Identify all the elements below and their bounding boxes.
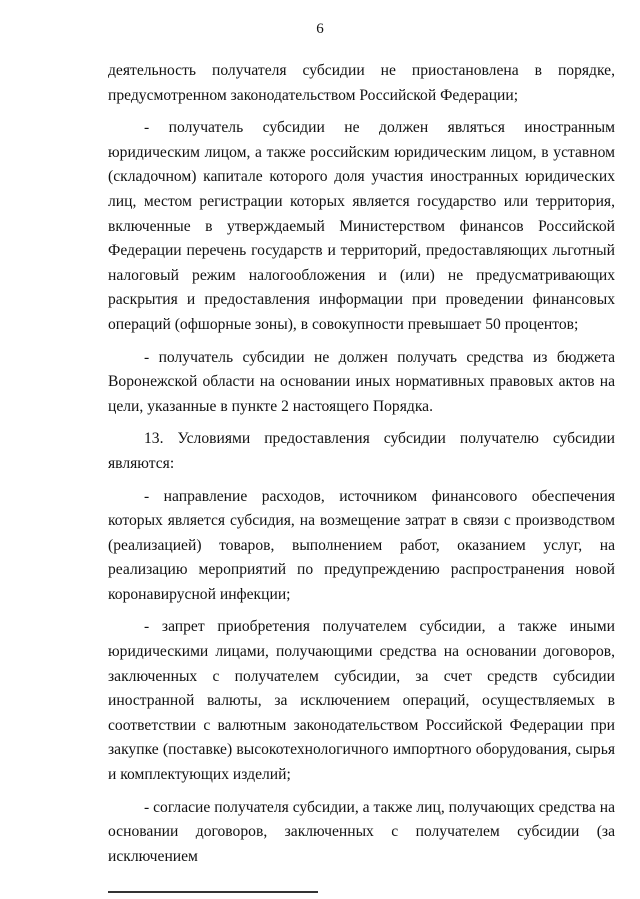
paragraph-continuation: деятельность получателя субсидии не приостановлена в порядке, предусмотренном законодательством Российской Федерации; <box>108 62 615 104</box>
paragraph-consent-recipient: - согласие получателя субсидии, а также лиц, получающих средства на основании договоров, заключенных с получателем субсидии (за исключением <box>108 798 615 865</box>
paragraph-foreign-entity-requirement: - получатель субсидии не должен являться иностранным юридическим лицом, а также российским юридическим лицом, в уставном (складочном) капитале которого доля участия иностранных юридических лиц, местом регистрации которых является государство или территория, включенные в утверждаемый Министерством финансов Российской Федерации перечень государств и территорий, предоставляющих льготный налоговый режим налогообложения и (или) не предусматривающих раскрытия и предоставления информации при проведении финансовых операций (офшорные зоны), в совокупности превышает 50 процентов; <box>108 119 615 333</box>
paragraph-budget-funds-requirement: - получатель субсидии не должен получать средства из бюджета Воронежской области на основании иных нормативных правовых актов на цели, указанные в пункте 2 настоящего Порядка. <box>108 348 615 415</box>
document-body <box>108 59 615 877</box>
bottom-divider <box>108 891 318 893</box>
paragraph-currency-purchase-ban: - запрет приобретения получателем субсидии, а также иными юридическими лицами, получающими средства на основании договоров, заключенных с получателем субсидии, за счет средств субсидии иностранной валюты, за исключением операций, осуществляемых в соответствии с валютным законодательством Российской Федерации при закупке (поставке) высокотехнологичного импортного оборудования, сырья и комплектующих изделий; <box>108 618 615 784</box>
paragraph-section-13-heading: 13. Условиями предоставления субсидии получателю субсидии являются: <box>108 430 615 472</box>
paragraph-expense-direction: - направление расходов, источником финансового обеспечения которых является субсидия, на возмещение затрат в связи с производством (реализацией) товаров, выполнением работ, оказанием услуг, на реализацию мероприятий по предупреждению распространения новой коронавирусной инфекции; <box>108 487 615 603</box>
page-number: 6 <box>316 21 324 37</box>
